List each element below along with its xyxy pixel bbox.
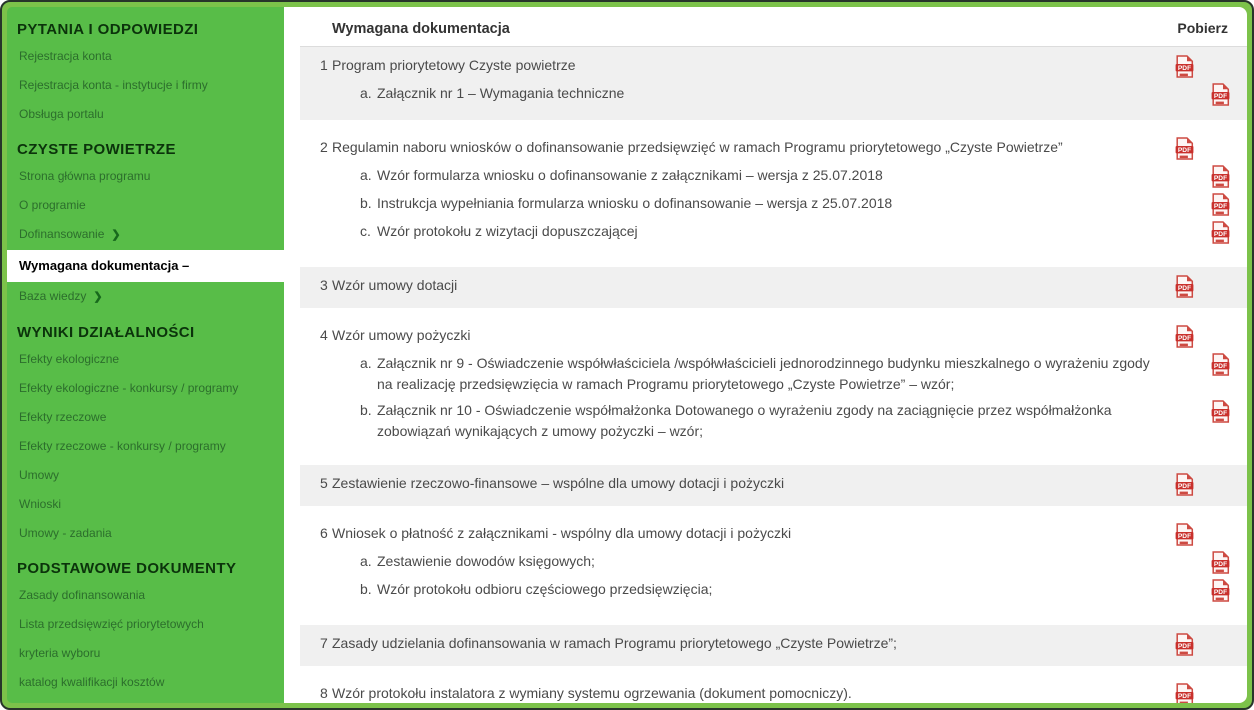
attachment-line (300, 221, 1247, 244)
document-number: 6 (320, 525, 328, 541)
svg-text:PDF: PDF (1213, 362, 1228, 370)
table-row (300, 515, 1247, 616)
chevron-right-icon: ❯ (93, 291, 103, 303)
download-slot (1171, 633, 1247, 656)
attachment-line (300, 83, 1247, 106)
pdf-icon (1175, 137, 1194, 160)
svg-text:PDF: PDF (1213, 92, 1228, 100)
download-slot (1171, 221, 1247, 244)
document-title: Program priorytetowy Czyste powietrze (332, 57, 576, 73)
download-slot (1171, 353, 1247, 376)
attachment-title: Załącznik nr 1 – Wymagania techniczne (377, 85, 625, 101)
pdf-download-link[interactable] (1211, 551, 1230, 574)
attachment-letter: c. (360, 223, 371, 239)
pdf-download-link[interactable] (1175, 633, 1194, 656)
pdf-download-link[interactable] (1211, 353, 1230, 376)
sidebar-item-label: Lista przedsięwzięć priorytetowych (19, 616, 204, 631)
sidebar-item[interactable] (7, 191, 284, 220)
sidebar-item-label: Umowy - zadania (19, 525, 112, 540)
sidebar-item-label: Wymagana dokumentacja – (19, 257, 190, 273)
svg-text:PDF: PDF (1177, 146, 1192, 154)
pdf-icon (1211, 83, 1230, 106)
pdf-download-link[interactable] (1211, 193, 1230, 216)
svg-text:PDF: PDF (1177, 64, 1192, 72)
pdf-icon (1175, 275, 1194, 298)
document-number: 2 (320, 139, 328, 155)
download-slot (1171, 523, 1247, 546)
table-row (300, 47, 1247, 120)
sidebar-item[interactable] (7, 345, 284, 374)
page-title: Wymagana dokumentacja (332, 21, 510, 37)
sidebar-item[interactable] (7, 403, 284, 432)
pdf-download-link[interactable] (1175, 523, 1194, 546)
pdf-icon (1211, 400, 1230, 423)
sidebar-item[interactable] (7, 42, 284, 71)
sidebar-section-title: PODSTAWOWE DOKUMENTY (17, 559, 237, 577)
pdf-icon (1211, 579, 1230, 602)
download-slot (1171, 325, 1247, 348)
document-number: 4 (320, 327, 328, 343)
sidebar-item[interactable] (7, 461, 284, 490)
download-slot (1171, 400, 1247, 423)
svg-text:PDF: PDF (1177, 284, 1192, 292)
attachment-line (300, 579, 1247, 602)
document-title-line (300, 323, 1247, 348)
attachment-letter: a. (360, 553, 372, 569)
pdf-icon (1175, 55, 1194, 78)
sidebar-item-label: Efekty rzeczowe - konkursy / programy (19, 438, 226, 453)
document-number: 5 (320, 475, 328, 491)
download-slot (1171, 551, 1247, 574)
attachment-letter: a. (360, 167, 372, 183)
attachment-line (300, 551, 1247, 574)
attachment-title: Załącznik nr 9 - Oświadczenie współwłaściciela /współwłaścicieli jednorodzinnego budynku mieszkalnego o wyrażeniu zgody na realizację przedsięwzięcia w ramach Programu priorytetowego „Czyste Powietrze” – wzór; (377, 355, 1150, 392)
document-number: 1 (320, 57, 328, 73)
document-title: Wzór umowy pożyczki (332, 327, 471, 343)
sidebar-item-label: Rejestracja konta (19, 49, 112, 63)
document-list (300, 47, 1247, 703)
attachment-letter: b. (360, 195, 372, 211)
download-slot (1171, 275, 1247, 298)
pdf-icon (1175, 683, 1194, 703)
sidebar-item-label: Efekty ekologiczne - konkursy / programy (19, 380, 239, 395)
pdf-icon (1175, 633, 1194, 656)
table-row (300, 267, 1247, 308)
document-title: Wzór protokołu instalatora z wymiany systemu ogrzewania (dokument pomocniczy). (332, 685, 852, 701)
attachment-line (300, 353, 1247, 395)
document-title: Wzór umowy dotacji (332, 277, 458, 293)
pdf-download-link[interactable] (1175, 683, 1194, 703)
sidebar-item[interactable] (7, 250, 284, 282)
svg-text:PDF: PDF (1213, 230, 1228, 238)
sidebar-item-label: Rejestracja konta - instytucje i firmy (19, 78, 208, 92)
sidebar-item[interactable] (7, 100, 284, 129)
pdf-download-link[interactable] (1175, 275, 1194, 298)
pdf-icon (1175, 325, 1194, 348)
pdf-icon (1175, 473, 1194, 496)
download-slot (1171, 683, 1247, 703)
sidebar-item-label: Obsługa portalu (19, 107, 104, 121)
svg-text:PDF: PDF (1177, 692, 1192, 700)
table-row (300, 625, 1247, 666)
sidebar-item-label: katalog kwalifikacji kosztów (19, 674, 165, 689)
sidebar-item-label: kryteria wyboru (19, 645, 101, 660)
download-slot (1171, 579, 1247, 602)
svg-text:PDF: PDF (1177, 334, 1192, 342)
download-slot (1171, 165, 1247, 188)
table-row (300, 465, 1247, 506)
main-content (284, 7, 1247, 703)
document-title: Wniosek o płatność z załącznikami - wspólny dla umowy dotacji i pożyczki (332, 525, 792, 541)
download-slot (1171, 473, 1247, 496)
attachment-title: Załącznik nr 10 - Oświadczenie współmałżonka Dotowanego o wyrażeniu zgody na zaciągnięcie przez współmałżonka zobowiązań wynikających z umowy pożyczki – wzór; (377, 402, 1112, 439)
svg-text:PDF: PDF (1213, 202, 1228, 210)
pdf-icon (1211, 221, 1230, 244)
sidebar-item[interactable] (7, 432, 284, 461)
sidebar-item[interactable] (7, 490, 284, 519)
pdf-icon (1211, 551, 1230, 574)
download-slot (1171, 193, 1247, 216)
pdf-icon (1211, 353, 1230, 376)
sidebar-item-label: Umowy (19, 467, 60, 482)
pdf-download-link[interactable] (1211, 579, 1230, 602)
pdf-download-link[interactable] (1175, 137, 1194, 160)
document-title-line (300, 631, 1247, 656)
table-header (300, 20, 1247, 47)
pdf-download-link[interactable] (1211, 221, 1230, 244)
document-title: Zestawienie rzeczowo-finansowe – wspólne dla umowy dotacji i pożyczki (332, 475, 785, 491)
pdf-download-link[interactable] (1211, 165, 1230, 188)
download-slot (1171, 55, 1247, 78)
document-number: 8 (320, 685, 328, 701)
attachment-title: Zestawienie dowodów księgowych; (377, 553, 595, 569)
sidebar (7, 7, 284, 703)
pdf-download-link[interactable] (1175, 55, 1194, 78)
attachment-line (300, 165, 1247, 188)
document-title: Regulamin naboru wniosków o dofinansowanie przedsięwzięć w ramach Programu priorytetowego „Czyste Powietrze” (332, 139, 1063, 155)
table-row (300, 675, 1247, 703)
sidebar-item[interactable] (7, 282, 284, 312)
sidebar-item[interactable] (7, 610, 284, 639)
sidebar-item-label: Efekty ekologiczne (19, 351, 120, 366)
attachment-letter: b. (360, 581, 372, 597)
pdf-download-link[interactable] (1175, 473, 1194, 496)
download-slot (1171, 83, 1247, 106)
pdf-download-link[interactable] (1211, 400, 1230, 423)
svg-text:PDF: PDF (1213, 409, 1228, 417)
table-row (300, 129, 1247, 258)
download-slot (1171, 137, 1247, 160)
attachment-letter: a. (360, 85, 372, 101)
chevron-right-icon: ❯ (111, 229, 121, 241)
attachment-letter: b. (360, 402, 372, 418)
document-title-line (300, 135, 1247, 160)
sidebar-section-title: WYNIKI DZIAŁALNOŚCI (17, 323, 195, 341)
pdf-icon (1211, 165, 1230, 188)
sidebar-item-label: Baza wiedzy (19, 289, 87, 303)
sidebar-item[interactable] (7, 162, 284, 191)
svg-text:PDF: PDF (1177, 482, 1192, 490)
pdf-icon (1175, 523, 1194, 546)
pdf-download-link[interactable] (1175, 325, 1194, 348)
document-title-line (300, 521, 1247, 546)
svg-text:PDF: PDF (1213, 174, 1228, 182)
document-number: 7 (320, 635, 328, 651)
document-title-line (300, 681, 1247, 703)
table-row (300, 317, 1247, 456)
svg-text:PDF: PDF (1213, 560, 1228, 568)
attachment-title: Wzór protokołu z wizytacji dopuszczającej (377, 223, 638, 239)
document-title-line (300, 273, 1247, 298)
svg-text:PDF: PDF (1177, 642, 1192, 650)
sidebar-item[interactable] (7, 519, 284, 548)
sidebar-item[interactable] (7, 581, 284, 610)
attachment-line (300, 193, 1247, 216)
pdf-download-link[interactable] (1211, 83, 1230, 106)
sidebar-item[interactable] (7, 668, 284, 697)
document-title: Zasady udzielania dofinansowania w ramach Programu priorytetowego „Czyste Powietrze”; (332, 635, 897, 651)
sidebar-item[interactable] (7, 220, 284, 250)
sidebar-item-label: Dofinansowanie (19, 227, 105, 241)
sidebar-item[interactable] (7, 71, 284, 100)
sidebar-item-label: O programie (19, 198, 86, 212)
svg-text:PDF: PDF (1213, 588, 1228, 596)
sidebar-item-label: Zasady dofinansowania (19, 587, 146, 602)
document-title-line (300, 53, 1247, 78)
svg-text:PDF: PDF (1177, 532, 1192, 540)
sidebar-item-label: Wnioski (19, 496, 62, 511)
pdf-icon (1211, 193, 1230, 216)
attachment-title: Wzór protokołu odbioru częściowego przedsięwzięcia; (377, 581, 713, 597)
sidebar-item-label: Strona główna programu (19, 169, 151, 183)
sidebar-item[interactable] (7, 374, 284, 403)
attachment-line (300, 400, 1247, 442)
sidebar-section-title: PYTANIA I ODPOWIEDZI (17, 21, 199, 38)
sidebar-item-label: Efekty rzeczowe (19, 409, 107, 424)
document-title-line (300, 471, 1247, 496)
sidebar-section-title: CZYSTE POWIETRZE (17, 141, 176, 158)
attachment-title: Instrukcja wypełniania formularza wniosku o dofinansowanie – wersja z 25.07.2018 (377, 195, 893, 211)
download-column-header: Pobierz (1177, 20, 1228, 36)
attachment-title: Wzór formularza wniosku o dofinansowanie z załącznikami – wersja z 25.07.2018 (377, 167, 883, 183)
sidebar-item[interactable] (7, 639, 284, 668)
attachment-letter: a. (360, 355, 372, 371)
document-number: 3 (320, 277, 328, 293)
